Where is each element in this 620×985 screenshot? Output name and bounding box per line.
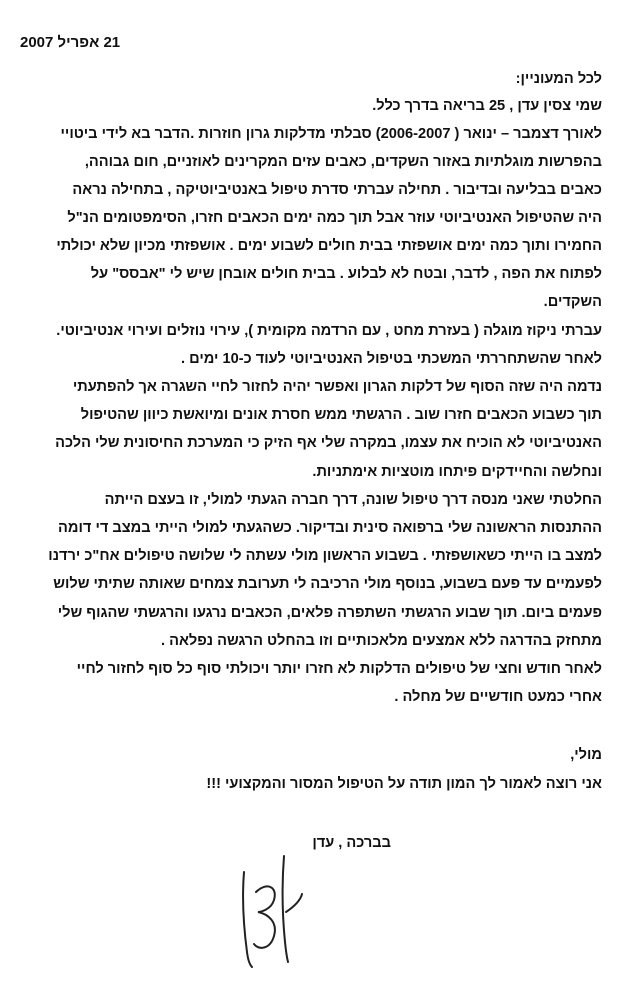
body-line: החמירו ותוך כמה ימים אושפזתי בבית חולים לשבוע ימים . אושפזתי מכיון שלא יכולתי (56, 238, 602, 254)
salutation: לכל המעוניין: (515, 71, 602, 87)
body-line: למצב בו הייתי כשאושפזתי . בשבוע הראשון מולי עשתה לי שלושה טיפולים אח"כ ירדנו (48, 548, 602, 564)
body-line: השקדים. (543, 294, 602, 310)
body-line: לפעמיים עד פעם בשבוע, בנוסף מולי הרכיבה לי תערובת צמחים שאותה שתיתי שלוש (53, 576, 602, 592)
closing-line: בברכה , עדן (312, 835, 391, 851)
intro-line: שמי צסין עדן , 25 בריאה בדרך כלל. (372, 98, 602, 114)
body-line: פעמים ביום. תוך שבוע הרגשתי השתפרה פלאים, הכאבים נרגעו והרגשתי שהגוף שלי (57, 605, 602, 621)
body-line: לאחר חודש וחצי של טיפולים הדלקות לא חזרו יותר ויכולתי סוף כל סוף לחזור לחיי (76, 661, 602, 677)
body-line: מתחזק בהדרגה ללא אמצעים מלאכותיים וזו בהחלט הרגשה נפלאה . (160, 633, 602, 649)
body-line: בהפרשות מוגלתיות באזור השקדים, כאבים עזים המקרינים לאוזניים, חום גבוהה, (84, 154, 602, 170)
body-line: לאורך דצמבר – ינואר ( 2006-2007) סבלתי מדלקות גרון חוזרות .הדבר בא לידי ביטויי (60, 126, 602, 142)
body-line: לאחר שהשתחררתי המשכתי בטיפול האנטיביוטי לעוד כ-10 ימים . (181, 351, 602, 367)
body-line: ונחלשה והחיידקים פיתחו מוטציות אימתניות. (312, 464, 602, 480)
body-line: החלטתי שאני מנסה דרך טיפול שונה, דרך חברה הגעתי למולי, זו בעצם הייתה (104, 492, 602, 508)
body-line: תוך כשבוע הכאבים חזרו שוב . הרגשתי ממש חסרת אונים ומיואשת כיוון שהטיפול (80, 407, 602, 423)
body-line: לפתוח את הפה , לדבר, ובטח לא לבלוע . בבית חולים אובחן שיש לי "אבסס" על (90, 266, 602, 282)
body-line: נדמה היה שזה הסוף של דלקות הגרון ואפשר יהיה לחזור לחיי השגרה אך להפתעתי (72, 379, 602, 395)
addressee-line: מולי, (570, 747, 602, 763)
body-line: עברתי ניקוז מוגלה ( בעזרת מחט , עם הרדמה מקומית ), עירוי נוזלים ועירוי אנטיביוטי. (56, 323, 602, 339)
body-line: אחרי כמעט חודשיים של מחלה . (394, 689, 602, 705)
body-line: כאבים בבליעה ובדיבור . תחילה עברתי סדרת טיפול באנטיביוטיקה , בתחילה נראה (72, 182, 602, 198)
letter-date: 21 אפריל 2007 (20, 34, 121, 51)
thanks-line: אני רוצה לאמור לך המון תודה על הטיפול המסור והמקצועי !!! (206, 776, 602, 792)
body-line: האנטיביוטי לא הוכיח את עצמו, במקרה שלי אף הזיק כי המערכת החיסונית שלי הלכה (55, 435, 602, 451)
handwritten-signature (238, 852, 328, 970)
body-line: היה שהטיפול האנטיביוטי עוזר אבל תוך כמה ימים הכאבים חזרו, הסימפטומים הנ"ל (67, 210, 602, 226)
body-line: ההתנסות הראשונה שלי ברפואה סינית ובדיקור. כשהגעתי למולי הייתי במצב די דומה (58, 520, 602, 536)
